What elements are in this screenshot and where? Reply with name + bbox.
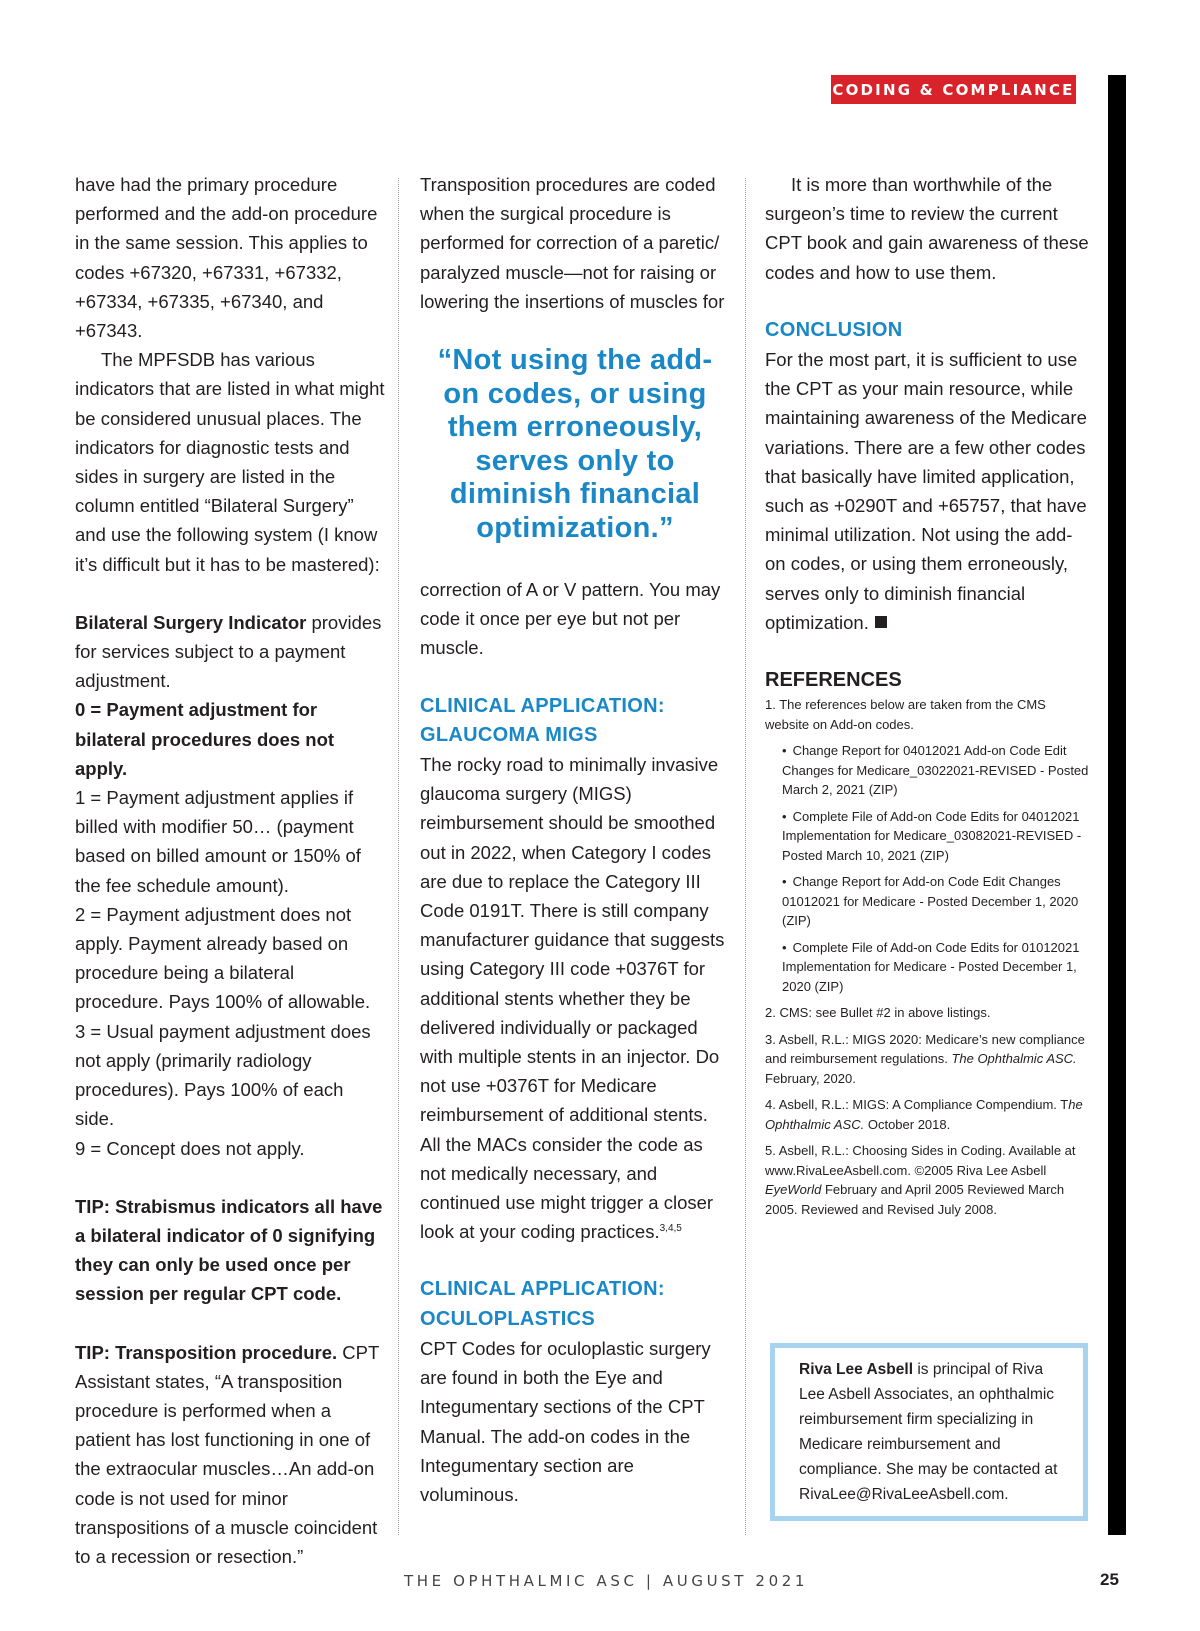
- tip-strabismus: TIP: Strabismus indicators all have a bilateral indicator of 0 signifying they can only be used once per session per regular CPT code.: [75, 1195, 383, 1305]
- indicator-1: 1 = Payment adjustment applies if billed with modifier 50… (payment based on billed amount or 150% of the fee schedule amount).: [75, 787, 361, 896]
- article-column-3: [765, 170, 1090, 1226]
- reference-item: 2. CMS: see Bullet #2 in above listings.: [765, 1005, 991, 1021]
- reference-item: 1. The references below are taken from the CMS website on Add-on codes. • Change Report for 04012021 Add-on Code Edit Changes for Medicare_03022021-REVISED - Posted March 2, 2021 (ZIP) • Complete File of Add-on Code Edits for 04012021 Implementation for Medicare_03082021-REVISED - Posted March 10, 2021 (ZIP) • Change Report for Add-on Code Edit Changes 01012021 for Medicare - Posted December 1, 2020 (ZIP) • Complete File of Add-on Code Edits for 01012021 Implementation for Medicare - Posted December 1, 2020 (ZIP): [765, 695, 1090, 996]
- section-heading-oculoplastics: CLINICAL APPLICATION: OCULOPLASTICS: [420, 1278, 665, 1330]
- paragraph: [75, 608, 385, 696]
- references-list: [765, 695, 1090, 1219]
- author-bio-text: is principal of Riva Lee Asbell Associates, an ophthalmic reimbursement firm specializing in Medicare reimbursement and compliance. She may be contacted at RivaLee@RivaLeeAsbell.com.: [799, 1361, 1058, 1503]
- paragraph: Transposition procedures are coded when the surgical procedure is performed for correction of a paretic/ paralyzed muscle—not for raising or lowering the insertions of muscles for: [420, 174, 725, 312]
- reference-bullet: • Change Report for Add-on Code Edit Changes 01012021 for Medicare - Posted December 1, 2020 (ZIP): [782, 872, 1090, 931]
- page-edge-bar: [1108, 75, 1126, 1535]
- citation-superscript: 3,4,5: [659, 1223, 682, 1235]
- term-text: provides for services subject to a payment adjustment.: [75, 611, 382, 692]
- indicator-2: 2 = Payment adjustment does not apply. Payment already based on procedure being a bilateral procedure. Pays 100% of allowable.: [75, 903, 371, 1013]
- references-heading: REFERENCES: [765, 669, 902, 692]
- paragraph: CPT Codes for oculoplastic surgery are found in both the Eye and Integumentary sections of the CPT Manual. The add-on codes in the Integumentary section are voluminous.: [420, 1337, 711, 1505]
- pull-quote: “Not using the add-on codes, or using them erroneously, serves only to diminish financial optimization.”: [437, 344, 713, 544]
- end-mark-icon: [875, 616, 887, 628]
- indicator-0: 0 = Payment adjustment for bilateral procedures does not apply.: [75, 699, 335, 779]
- article-column-1: [75, 170, 385, 1571]
- paragraph: correction of A or V pattern. You may code it once per eye but not per muscle.: [420, 579, 721, 659]
- reference-bullet: • Complete File of Add-on Code Edits for 01012021 Implementation for Medicare - Posted December 1, 2020 (ZIP): [782, 938, 1090, 997]
- reference-item: 3. Asbell, R.L.: MIGS 2020: Medicare’s new compliance and reimbursement regulations. The Ophthalmic ASC. February, 2020.: [765, 1031, 1085, 1086]
- section-heading-glaucoma: CLINICAL APPLICATION: GLAUCOMA MIGS: [420, 694, 665, 746]
- publication-line: THE OPHTHALMIC ASC | AUGUST 2021: [404, 1572, 809, 1590]
- indicator-9: 9 = Concept does not apply.: [75, 1137, 305, 1159]
- author-name: Riva Lee Asbell: [799, 1361, 914, 1378]
- section-heading-conclusion: CONCLUSION: [765, 318, 903, 341]
- reference-bullet: • Complete File of Add-on Code Edits for 04012021 Implementation for Medicare_03082021-REVISED - Posted March 10, 2021 (ZIP): [782, 807, 1090, 866]
- reference-bullet: • Change Report for 04012021 Add-on Code Edit Changes for Medicare_03022021-REVISED - Posted March 2, 2021 (ZIP): [782, 741, 1090, 800]
- section-label: CODING & COMPLIANCE: [831, 75, 1076, 104]
- page-footer: [0, 1572, 1200, 1594]
- article-column-2: [420, 170, 730, 1509]
- paragraph: The MPFSDB has various indicators that are listed in what might be considered unusual places. The indicators for diagnostic tests and sides in surgery are listed in the column entitled “Bilateral Surgery” and use the following system (I know it’s difficult but it has to be mastered):: [75, 349, 385, 575]
- paragraph: have had the primary procedure performed and the add-on procedure in the same session. This applies to codes +67320, +67331, +67332, +67334, +67335, +67340, and +67343.: [75, 174, 378, 342]
- indicator-3: 3 = Usual payment adjustment does not apply (primarily radiology procedures). Pays 100% of each side.: [75, 1020, 371, 1130]
- paragraph: For the most part, it is sufficient to use the CPT as your main resource, while maintaining awareness of the Medicare variations. There are a few other codes that basically have limited application, such as +0290T and +65757, that have minimal utilization. Not using the add-on codes, or using them erroneously, serves only to diminish financial optimization.: [765, 349, 1087, 633]
- reference-item: 4. Asbell, R.L.: MIGS: A Compliance Compendium. The Ophthalmic ASC. October 2018.: [765, 1097, 1083, 1132]
- tip-label: TIP: Transposition procedure.: [75, 1341, 338, 1363]
- term-label: Bilateral Surgery Indicator: [75, 611, 307, 633]
- paragraph: It is more than worthwhile of the surgeon’s time to review the current CPT book and gain awareness of these codes and how to use them.: [765, 174, 1089, 283]
- column-divider: [745, 178, 746, 1535]
- reference-item: 5. Asbell, R.L.: Choosing Sides in Coding. Available at www.RivaLeeAsbell.com. ©2005 Riva Lee Asbell EyeWorld February and April 2005 Reviewed March 2005. Reviewed and Revised July 2008.: [765, 1143, 1076, 1217]
- page-number: 25: [1100, 1570, 1119, 1589]
- tip-text: CPT Assistant states, “A transposition procedure is performed when a patient has lost functioning in one of the extraocular muscles…An add-on code is not used for minor transpositions of a muscle coincident to a recession or resection.”: [75, 1341, 379, 1567]
- column-divider: [398, 178, 399, 1535]
- author-bio-box: [770, 1343, 1088, 1521]
- paragraph: The rocky road to minimally invasive glaucoma surgery (MIGS) reimbursement should be smoothed out in 2022, when Category I codes are due to replace the Category III Code 0191T. There is still company manufacturer guidance that suggests using Category III code +0376T for additional stents whether they be delivered individually or packaged with multiple stents in an injector. Do not use +0376T for Medicare reimbursement of additional stents. All the MACs consider the code as not medically necessary, and continued use might trigger a closer look at your coding practices.$^{3,4,5}$: [420, 754, 725, 1243]
- tip-transposition: [75, 1338, 385, 1572]
